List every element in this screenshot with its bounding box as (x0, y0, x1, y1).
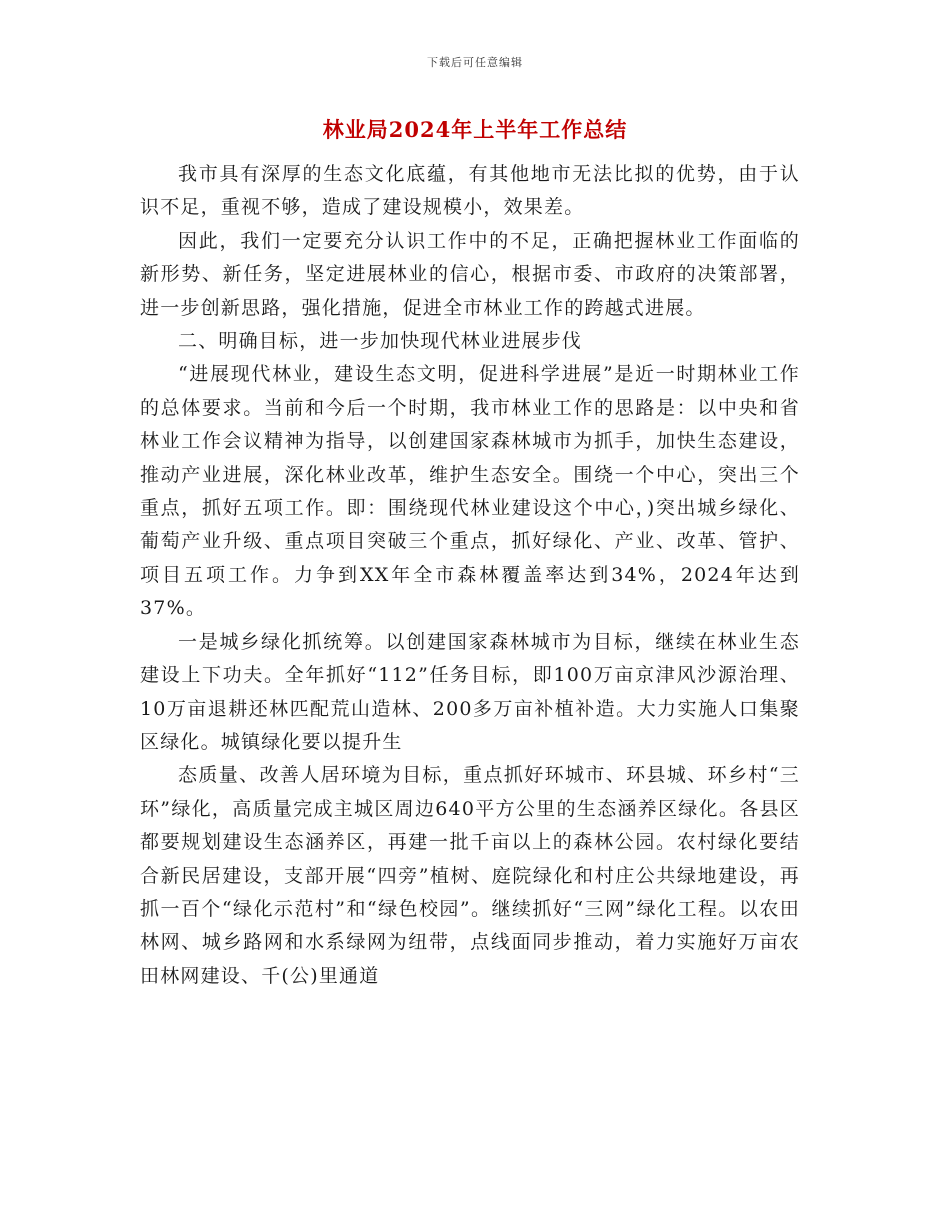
paragraph-5: 态质量、改善人居环境为目标，重点抓好环城市、环县城、环乡村“三环”绿化，高质量完成主城区周边640平方公里的生态涵养区绿化。各县区都要规划建设生态涵养区，再建一批千亩以上的森林公园。农村绿化要结合新民居建设，支部开展“四旁”植树、庭院绿化和村庄公共绿地建设，再抓一百个“绿化示范村”和“绿色校园”。继续抓好“三网”绿化工程。以农田林网、城乡路网和水系绿网为纽带，点线面同步推动，着力实施好万亩农田林网建设、千(公)里通道 (140, 764, 800, 987)
paragraph-4: 一是城乡绿化抓统筹。以创建国家森林城市为目标，继续在林业生态建设上下功夫。全年抓好“112”任务目标，即100万亩京津风沙源治理、10万亩退耕还林匹配荒山造林、200多万亩补植补造。大力实施人口集聚区绿化。城镇绿化要以提升生 (140, 630, 800, 753)
paragraph-1: 我市具有深厚的生态文化底蕴，有其他地市无法比拟的优势，由于认识不足，重视不够，造成了建设规模小，效果差。 (140, 163, 800, 219)
document-body (140, 158, 800, 993)
paragraph-2: 因此，我们一定要充分认识工作中的不足，正确把握林业工作面临的新形势、新任务，坚定进展林业的信心，根据市委、市政府的决策部署，进一步创新思路，强化措施，促进全市林业工作的跨越式进展。 (140, 229, 800, 319)
document-title: 林业局2024年上半年工作总结 (322, 117, 628, 142)
page-header: 下载后可任意编辑 (427, 56, 523, 69)
paragraph-3: “进展现代林业，建设生态文明，促进科学进展”是近一时期林业工作的总体要求。当前和今后一个时期，我市林业工作的思路是：以中央和省林业工作会议精神为指导，以创建国家森林城市为抓手，加快生态建设，推动产业进展，深化林业改革，维护生态安全。围绕一个中心，突出三个重点，抓好五项工作。即：围绕现代林业建设这个中心，)突出城乡绿化、葡萄产业升级、重点项目突破三个重点，抓好绿化、产业、改革、管护、项目五项工作。力争到XX年全市森林覆盖率达到34%，2024年达到37%。 (140, 363, 800, 620)
section-heading: 二、明确目标，进一步加快现代林业进展步伐 (178, 330, 583, 353)
